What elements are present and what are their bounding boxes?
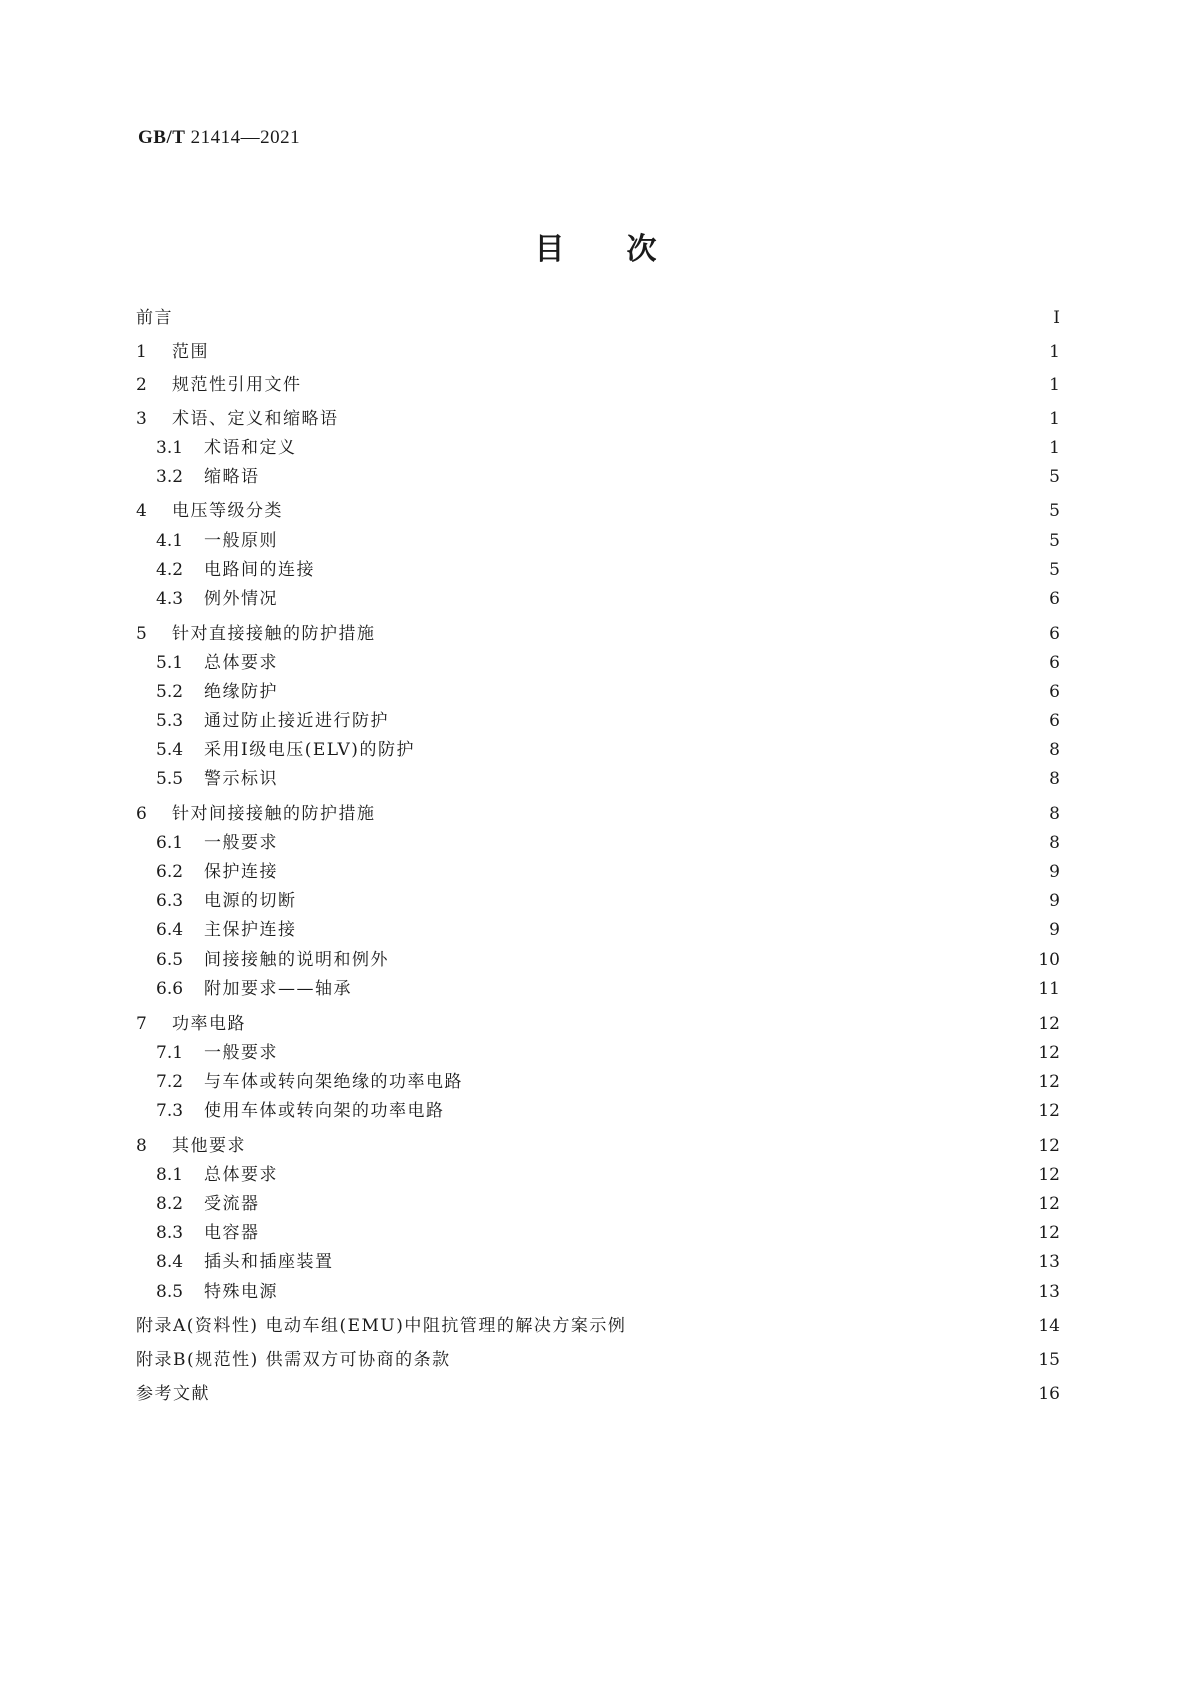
dot-leader <box>632 1313 1032 1339</box>
toc-entry[interactable] <box>156 1040 1060 1066</box>
toc-entry-label: 电源的切断 <box>204 891 297 911</box>
dot-leader <box>284 1040 1032 1066</box>
dot-leader <box>266 464 1041 490</box>
toc-entry-page: 6 <box>1049 589 1060 609</box>
dot-leader <box>252 1133 1032 1159</box>
toc-entry-page: 10 <box>1038 950 1060 970</box>
toc-entry-page: 12 <box>1038 1136 1060 1156</box>
toc-entry[interactable] <box>156 917 1060 943</box>
toc-entry[interactable] <box>136 498 1060 524</box>
toc-entry[interactable] <box>136 372 1060 398</box>
toc-entry-label: 使用车体或转向架的功率电路 <box>204 1101 445 1121</box>
toc-entry-number: 3 <box>136 409 147 429</box>
toc-entry[interactable] <box>136 1313 1060 1339</box>
toc-entry-page: 16 <box>1038 1384 1060 1404</box>
toc-entry[interactable] <box>136 339 1060 365</box>
dot-leader <box>284 859 1040 885</box>
toc-entry-page: 12 <box>1038 1043 1060 1063</box>
dot-leader <box>469 1069 1032 1095</box>
toc-entry[interactable] <box>136 801 1060 827</box>
toc-entry-page: 8 <box>1049 740 1060 760</box>
toc-entry-page: 12 <box>1038 1101 1060 1121</box>
dot-leader <box>451 1098 1033 1124</box>
toc-entry-number: 5.1 <box>156 653 184 673</box>
toc-entry-number: 5 <box>136 624 147 644</box>
dot-leader <box>266 1191 1033 1217</box>
toc-entry-page: 12 <box>1038 1165 1060 1185</box>
toc-entry-label: 电压等级分类 <box>172 501 283 521</box>
dot-leader <box>284 766 1040 792</box>
toc-entry-page: 6 <box>1049 653 1060 673</box>
toc-entry-page: 14 <box>1038 1316 1060 1336</box>
toc-entry-page: 12 <box>1038 1223 1060 1243</box>
dot-leader <box>284 528 1040 554</box>
toc-entry-number: 8.2 <box>156 1194 184 1214</box>
toc-entry-number: 3.2 <box>156 467 184 487</box>
toc-entry-label: 附录A(资料性) 电动车组(EMU)中阻抗管理的解决方案示例 <box>136 1316 627 1336</box>
dot-leader <box>358 976 1032 1002</box>
toc-entry-label: 受流器 <box>204 1194 260 1214</box>
toc-entry-number: 7.3 <box>156 1101 184 1121</box>
dot-leader <box>284 679 1040 705</box>
toc-title: 目次 <box>534 232 719 267</box>
dot-leader <box>215 339 1040 365</box>
toc-entry[interactable] <box>156 830 1060 856</box>
toc-entry-number: 7.1 <box>156 1043 184 1063</box>
toc-entry-page: 12 <box>1038 1014 1060 1034</box>
dot-leader <box>284 830 1040 856</box>
toc-entry-label: 间接接触的说明和例外 <box>204 950 389 970</box>
toc-entry-number: 8.5 <box>156 1282 184 1302</box>
dot-leader <box>382 801 1041 827</box>
toc-entry[interactable] <box>136 1011 1060 1037</box>
toc-entry-page: 5 <box>1049 531 1060 551</box>
toc-entry[interactable] <box>156 1249 1060 1275</box>
toc-entry-label: 与车体或转向架绝缘的功率电路 <box>204 1072 463 1092</box>
toc-entry-page: 5 <box>1049 467 1060 487</box>
toc-entry-number: 6.1 <box>156 833 184 853</box>
toc-entry-number: 6 <box>136 804 147 824</box>
toc-entry-label: 通过防止接近进行防护 <box>204 711 389 731</box>
toc-entry-label: 附录B(规范性) 供需双方可协商的条款 <box>136 1350 451 1370</box>
dot-leader <box>345 406 1041 432</box>
dot-leader <box>289 498 1040 524</box>
dot-leader <box>284 650 1040 676</box>
toc-entry[interactable] <box>156 859 1060 885</box>
toc-entry[interactable] <box>156 766 1060 792</box>
toc-entry[interactable] <box>156 1220 1060 1246</box>
toc-entry[interactable] <box>156 557 1060 583</box>
toc-entry-number: 7 <box>136 1014 147 1034</box>
toc-entry[interactable] <box>136 1381 1060 1407</box>
toc-entry-label: 功率电路 <box>172 1014 246 1034</box>
toc-entry[interactable] <box>156 435 1060 461</box>
toc-entry-label: 规范性引用文件 <box>172 375 302 395</box>
dot-leader <box>266 1220 1033 1246</box>
toc-entry-number: 6.4 <box>156 920 184 940</box>
toc-entry-label: 针对间接接触的防护措施 <box>172 804 376 824</box>
toc-entry-label: 一般原则 <box>204 531 278 551</box>
toc-entry-number: 6.5 <box>156 950 184 970</box>
toc-entry-label: 附加要求——轴承 <box>204 979 352 999</box>
toc-entry-page: 1 <box>1049 409 1060 429</box>
toc-entry-label: 电路间的连接 <box>204 560 315 580</box>
toc-entry[interactable] <box>136 621 1060 647</box>
toc-entry[interactable] <box>156 650 1060 676</box>
toc-entry-page: 6 <box>1049 624 1060 644</box>
toc-entry[interactable] <box>136 1133 1060 1159</box>
toc-entry[interactable] <box>156 1069 1060 1095</box>
toc-entry-page: 6 <box>1049 682 1060 702</box>
dot-leader <box>216 1381 1032 1407</box>
toc-entry-page: 15 <box>1038 1350 1060 1370</box>
toc-entry-page: 5 <box>1049 501 1060 521</box>
dot-leader <box>303 435 1041 461</box>
dot-leader <box>284 586 1040 612</box>
toc-entry-number: 6.6 <box>156 979 184 999</box>
toc-entry-page: 9 <box>1049 862 1060 882</box>
toc-entry-number: 5.5 <box>156 769 184 789</box>
toc-entry[interactable] <box>156 1098 1060 1124</box>
dot-leader <box>284 1279 1032 1305</box>
toc-entry-number: 8.4 <box>156 1252 184 1272</box>
toc-entry[interactable] <box>156 528 1060 554</box>
toc-entry-number: 4 <box>136 501 147 521</box>
toc-entry-page: 8 <box>1049 833 1060 853</box>
toc-entry-page: 6 <box>1049 711 1060 731</box>
toc-entry-page: 5 <box>1049 560 1060 580</box>
dot-leader <box>179 305 1040 331</box>
toc-entry[interactable] <box>156 1162 1060 1188</box>
toc-entry-page: 12 <box>1038 1194 1060 1214</box>
toc-entry[interactable] <box>156 464 1060 490</box>
toc-entry-label: 特殊电源 <box>204 1282 278 1302</box>
toc-entry-page: Ⅰ <box>1053 308 1060 328</box>
toc-entry-label: 术语和定义 <box>204 438 297 458</box>
document-code <box>138 127 300 149</box>
dot-leader <box>321 557 1040 583</box>
toc-entry-number: 7.2 <box>156 1072 184 1092</box>
toc-entry[interactable] <box>156 586 1060 612</box>
toc-entry-page: 1 <box>1049 375 1060 395</box>
toc-entry-label: 其他要求 <box>172 1136 246 1156</box>
toc-entry-label: 术语、定义和缩略语 <box>172 409 339 429</box>
dot-leader <box>395 947 1032 973</box>
dot-leader <box>340 1249 1033 1275</box>
toc-entry-page: 8 <box>1049 804 1060 824</box>
toc-entry[interactable] <box>156 947 1060 973</box>
toc-entry-page: 1 <box>1049 438 1060 458</box>
toc-entry-label: 前言 <box>136 308 173 328</box>
toc-entry-label: 主保护连接 <box>204 920 297 940</box>
toc-entry-page: 8 <box>1049 769 1060 789</box>
toc-entry-page: 9 <box>1049 920 1060 940</box>
toc-entry-label: 一般要求 <box>204 1043 278 1063</box>
toc-entry-label: 电容器 <box>204 1223 260 1243</box>
toc-entry-number: 8.3 <box>156 1223 184 1243</box>
toc-entry-label: 总体要求 <box>204 653 278 673</box>
toc-entry-label: 缩略语 <box>204 467 260 487</box>
toc-entry-label: 参考文献 <box>136 1384 210 1404</box>
toc-entry[interactable] <box>136 406 1060 432</box>
dot-leader <box>284 1162 1032 1188</box>
toc-entry-label: 保护连接 <box>204 862 278 882</box>
toc-entry-label: 警示标识 <box>204 769 278 789</box>
toc-entry-page: 9 <box>1049 891 1060 911</box>
toc-entry-number: 1 <box>136 342 147 362</box>
toc-entry[interactable] <box>156 1279 1060 1305</box>
document-code-number: 21414—2021 <box>190 127 301 148</box>
toc-entry-number: 6.3 <box>156 891 184 911</box>
toc-entry-page: 11 <box>1038 979 1060 999</box>
toc-entry-label: 范围 <box>172 342 209 362</box>
toc-entry-page: 13 <box>1038 1282 1060 1302</box>
toc-entry[interactable] <box>136 1347 1060 1373</box>
dot-leader <box>308 372 1041 398</box>
toc-entry[interactable] <box>156 976 1060 1002</box>
toc-entry[interactable] <box>156 888 1060 914</box>
dot-leader <box>303 917 1041 943</box>
toc-entry-label: 绝缘防护 <box>204 682 278 702</box>
dot-leader <box>252 1011 1032 1037</box>
toc-entry-number: 5.3 <box>156 711 184 731</box>
toc-entry-number: 8 <box>136 1136 147 1156</box>
dot-leader <box>457 1347 1033 1373</box>
toc-entry[interactable] <box>156 679 1060 705</box>
document-code-prefix: GB/T <box>138 127 186 148</box>
toc-entry-label: 插头和插座装置 <box>204 1252 334 1272</box>
toc-entry-label: 采用Ⅰ级电压(ELV)的防护 <box>204 740 415 760</box>
toc-entry-number: 5.2 <box>156 682 184 702</box>
toc-entry-label: 例外情况 <box>204 589 278 609</box>
toc-entry-number: 2 <box>136 375 147 395</box>
toc-entry[interactable] <box>156 737 1060 763</box>
dot-leader <box>303 888 1041 914</box>
toc-entry-number: 3.1 <box>156 438 184 458</box>
toc-entry-number: 4.3 <box>156 589 184 609</box>
toc-entry-number: 6.2 <box>156 862 184 882</box>
toc-entry-page: 13 <box>1038 1252 1060 1272</box>
dot-leader <box>382 621 1041 647</box>
toc-entry[interactable] <box>156 708 1060 734</box>
toc-entry-number: 4.2 <box>156 560 184 580</box>
toc-entry-label: 一般要求 <box>204 833 278 853</box>
toc-entry[interactable] <box>136 305 1060 331</box>
toc-entry[interactable] <box>156 1191 1060 1217</box>
toc-entry-page: 1 <box>1049 342 1060 362</box>
toc-entry-number: 4.1 <box>156 531 184 551</box>
toc-entry-number: 8.1 <box>156 1165 184 1185</box>
toc-entry-label: 针对直接接触的防护措施 <box>172 624 376 644</box>
toc-entry-number: 5.4 <box>156 740 184 760</box>
toc-entry-page: 12 <box>1038 1072 1060 1092</box>
toc-entry-label: 总体要求 <box>204 1165 278 1185</box>
dot-leader <box>421 737 1040 763</box>
dot-leader <box>395 708 1040 734</box>
